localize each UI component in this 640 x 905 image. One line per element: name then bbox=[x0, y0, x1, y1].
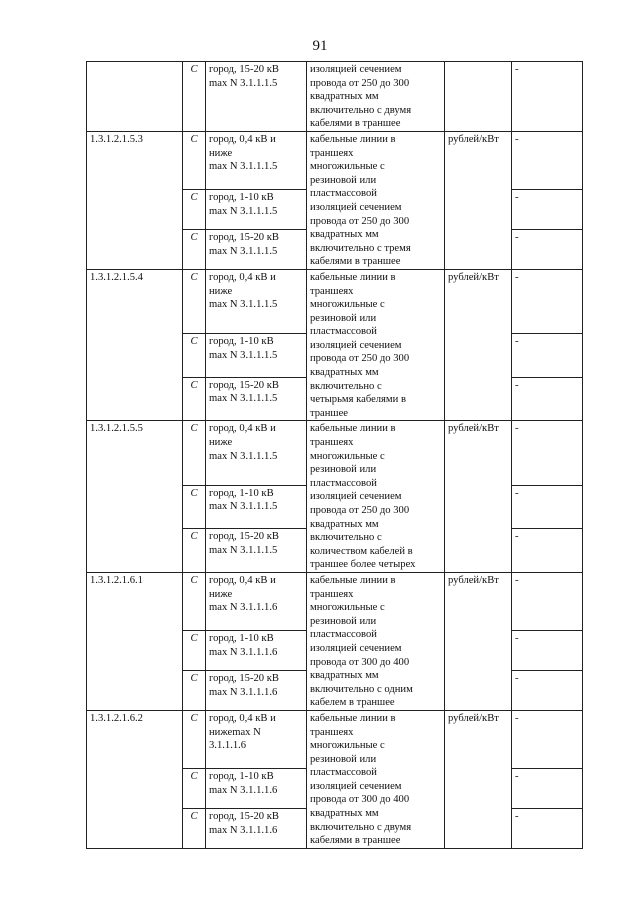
category-cell bbox=[183, 710, 206, 768]
rate-value-text: - bbox=[515, 811, 519, 823]
rate-value-text: - bbox=[515, 531, 519, 543]
rate-value bbox=[512, 769, 583, 809]
territory-cell bbox=[206, 529, 307, 573]
rate-value bbox=[512, 671, 583, 711]
table-row bbox=[87, 421, 583, 485]
line-description bbox=[307, 572, 445, 710]
unit-cell bbox=[445, 572, 512, 710]
item-code-text: 1.3.1.2.1.6.2 bbox=[90, 712, 143, 724]
category-cell bbox=[183, 421, 206, 485]
category-cell-text: С bbox=[190, 712, 198, 724]
category-cell bbox=[183, 377, 206, 421]
territory-cell-text: город, 1-10 кВ max N 3.1.1.1.5 bbox=[209, 335, 278, 361]
unit-cell-text: рублей/кВт bbox=[448, 423, 499, 435]
line-description-text: кабельные линии в траншеях многожильные с резиновой или пластмассовой изоляцией сечением провода от 300 до 400 квадратных мм включительно с двумя кабелями в траншее bbox=[310, 712, 412, 847]
territory-cell bbox=[206, 769, 307, 809]
rate-value-text: - bbox=[515, 271, 519, 283]
rate-value-text: - bbox=[515, 192, 519, 204]
territory-cell-text: город, 0,4 кВ и ниже max N 3.1.1.1.5 bbox=[209, 423, 278, 462]
category-cell-text: С bbox=[190, 633, 198, 645]
territory-cell-text: город, 15-20 кВ max N 3.1.1.1.5 bbox=[209, 379, 279, 405]
item-code bbox=[87, 710, 183, 848]
territory-cell-text: город, 15-20 кВ max N 3.1.1.1.6 bbox=[209, 811, 279, 836]
unit-cell bbox=[445, 131, 512, 269]
rate-value-text: - bbox=[515, 335, 519, 347]
category-cell bbox=[183, 269, 206, 333]
rate-value bbox=[512, 377, 583, 421]
unit-cell-text: рублей/кВт bbox=[448, 271, 499, 283]
line-description bbox=[307, 421, 445, 573]
territory-cell bbox=[206, 809, 307, 849]
unit-cell-text: рублей/кВт bbox=[448, 574, 499, 586]
territory-cell bbox=[206, 421, 307, 485]
rate-value bbox=[512, 333, 583, 377]
territory-cell bbox=[206, 333, 307, 377]
rate-value bbox=[512, 131, 583, 189]
line-description-text: кабельные линии в траншеях многожильные с резиновой или пластмассовой изоляцией сечением провода от 250 до 300 квадратных мм включительно с количеством кабелей в траншее более четырех bbox=[310, 423, 416, 571]
rates-table bbox=[86, 61, 583, 849]
category-cell-text: С bbox=[190, 192, 198, 204]
item-code bbox=[87, 62, 183, 132]
rate-value bbox=[512, 710, 583, 768]
category-cell bbox=[183, 769, 206, 809]
category-cell-text: С bbox=[190, 487, 198, 499]
line-description-text: кабельные линии в траншеях многожильные с резиновой или пластмассовой изоляцией сечением провода от 250 до 300 квадратных мм включительно с четырьмя кабелями в траншее bbox=[310, 271, 410, 419]
unit-cell bbox=[445, 62, 512, 132]
rate-value bbox=[512, 572, 583, 630]
rate-value-text: - bbox=[515, 379, 519, 391]
territory-cell-text: город, 0,4 кВ и ниже max N 3.1.1.1.5 bbox=[209, 271, 278, 311]
rate-value-text: - bbox=[515, 487, 519, 499]
line-description bbox=[307, 131, 445, 269]
category-cell bbox=[183, 190, 206, 230]
line-description bbox=[307, 62, 445, 132]
item-code-text: 1.3.1.2.1.6.1 bbox=[90, 574, 143, 586]
territory-cell-text: город, 1-10 кВ max N 3.1.1.1.6 bbox=[209, 633, 278, 658]
line-description bbox=[307, 710, 445, 848]
territory-cell bbox=[206, 572, 307, 630]
territory-cell-text: город, 15-20 кВ max N 3.1.1.1.5 bbox=[209, 232, 279, 257]
territory-cell bbox=[206, 631, 307, 671]
category-cell-text: С bbox=[190, 232, 198, 244]
rate-value bbox=[512, 230, 583, 270]
category-cell-text: С bbox=[190, 379, 198, 391]
category-cell bbox=[183, 809, 206, 849]
rate-value-text: - bbox=[515, 232, 519, 244]
territory-cell bbox=[206, 269, 307, 333]
unit-cell bbox=[445, 710, 512, 848]
category-cell-text: С bbox=[190, 574, 198, 586]
table-row bbox=[87, 572, 583, 630]
rate-value-text: - bbox=[515, 712, 519, 724]
item-code-text: 1.3.1.2.1.5.4 bbox=[90, 271, 143, 283]
territory-cell bbox=[206, 377, 307, 421]
table-row bbox=[87, 131, 583, 189]
table-row bbox=[87, 62, 583, 132]
category-cell-text: С bbox=[190, 133, 198, 145]
category-cell-text: С bbox=[190, 771, 198, 783]
item-code bbox=[87, 421, 183, 573]
territory-cell bbox=[206, 710, 307, 768]
territory-cell bbox=[206, 230, 307, 270]
table-row bbox=[87, 710, 583, 768]
rate-value bbox=[512, 485, 583, 529]
rate-value bbox=[512, 529, 583, 573]
category-cell bbox=[183, 333, 206, 377]
territory-cell-text: город, 15-20 кВ max N 3.1.1.1.5 bbox=[209, 531, 279, 556]
line-description-text: кабельные линии в траншеях многожильные с резиновой или пластмассовой изоляцией сечением провода от 250 до 300 квадратных мм включительно с тремя кабелями в траншее bbox=[310, 133, 411, 268]
rate-value bbox=[512, 809, 583, 849]
unit-cell bbox=[445, 421, 512, 573]
territory-cell-text: город, 0,4 кВ и нижеmax N 3.1.1.1.6 bbox=[209, 712, 276, 752]
rate-value-text: - bbox=[515, 771, 519, 783]
territory-cell bbox=[206, 485, 307, 529]
category-cell-text: С bbox=[190, 811, 198, 823]
table-row bbox=[87, 269, 583, 333]
category-cell-text: С bbox=[190, 531, 198, 543]
rate-value-text: - bbox=[515, 673, 519, 685]
category-cell bbox=[183, 631, 206, 671]
rates-table-body bbox=[87, 62, 583, 849]
territory-cell-text: город, 0,4 кВ и ниже max N 3.1.1.1.5 bbox=[209, 133, 278, 173]
rate-value-text: - bbox=[515, 633, 519, 645]
item-code bbox=[87, 269, 183, 421]
territory-cell-text: город, 1-10 кВ max N 3.1.1.1.5 bbox=[209, 192, 278, 217]
rate-value bbox=[512, 269, 583, 333]
page-number: 91 bbox=[312, 38, 328, 54]
territory-cell-text: город, 1-10 кВ max N 3.1.1.1.6 bbox=[209, 771, 278, 796]
unit-cell-text: рублей/кВт bbox=[448, 133, 499, 145]
item-code-text: 1.3.1.2.1.5.5 bbox=[90, 423, 143, 435]
category-cell bbox=[183, 62, 206, 132]
category-cell bbox=[183, 485, 206, 529]
line-description bbox=[307, 269, 445, 421]
territory-cell bbox=[206, 671, 307, 711]
line-description-text: кабельные линии в траншеях многожильные с резиновой или пластмассовой изоляцией сечением провода от 300 до 400 квадратных мм включительно с одним кабелем в траншее bbox=[310, 574, 413, 709]
category-cell-text: С bbox=[190, 423, 198, 435]
category-cell bbox=[183, 529, 206, 573]
territory-cell-text: город, 1-10 кВ max N 3.1.1.1.5 bbox=[209, 487, 278, 513]
territory-cell-text: город, 0,4 кВ и ниже max N 3.1.1.1.6 bbox=[209, 574, 278, 614]
category-cell-text: С bbox=[190, 64, 198, 75]
item-code bbox=[87, 572, 183, 710]
category-cell bbox=[183, 131, 206, 189]
rate-value-text: - bbox=[515, 64, 519, 75]
category-cell bbox=[183, 572, 206, 630]
territory-cell bbox=[206, 131, 307, 189]
territory-cell-text: город, 15-20 кВ max N 3.1.1.1.5 bbox=[209, 64, 279, 89]
item-code bbox=[87, 131, 183, 269]
item-code-text: 1.3.1.2.1.5.3 bbox=[90, 133, 143, 145]
rate-value bbox=[512, 631, 583, 671]
line-description-text: изоляцией сечением провода от 250 до 300 квадратных мм включительно с двумя кабелями в траншее bbox=[310, 64, 412, 130]
unit-cell bbox=[445, 269, 512, 421]
territory-cell-text: город, 15-20 кВ max N 3.1.1.1.6 bbox=[209, 673, 279, 698]
rate-value bbox=[512, 421, 583, 485]
category-cell bbox=[183, 671, 206, 711]
rate-value bbox=[512, 62, 583, 132]
category-cell-text: С bbox=[190, 271, 198, 283]
territory-cell bbox=[206, 62, 307, 132]
category-cell-text: С bbox=[190, 673, 198, 685]
unit-cell-text: рублей/кВт bbox=[448, 712, 499, 724]
rate-value-text: - bbox=[515, 423, 519, 435]
rate-value-text: - bbox=[515, 133, 519, 145]
rate-value-text: - bbox=[515, 574, 519, 586]
rate-value bbox=[512, 190, 583, 230]
category-cell bbox=[183, 230, 206, 270]
category-cell-text: С bbox=[190, 335, 198, 347]
territory-cell bbox=[206, 190, 307, 230]
